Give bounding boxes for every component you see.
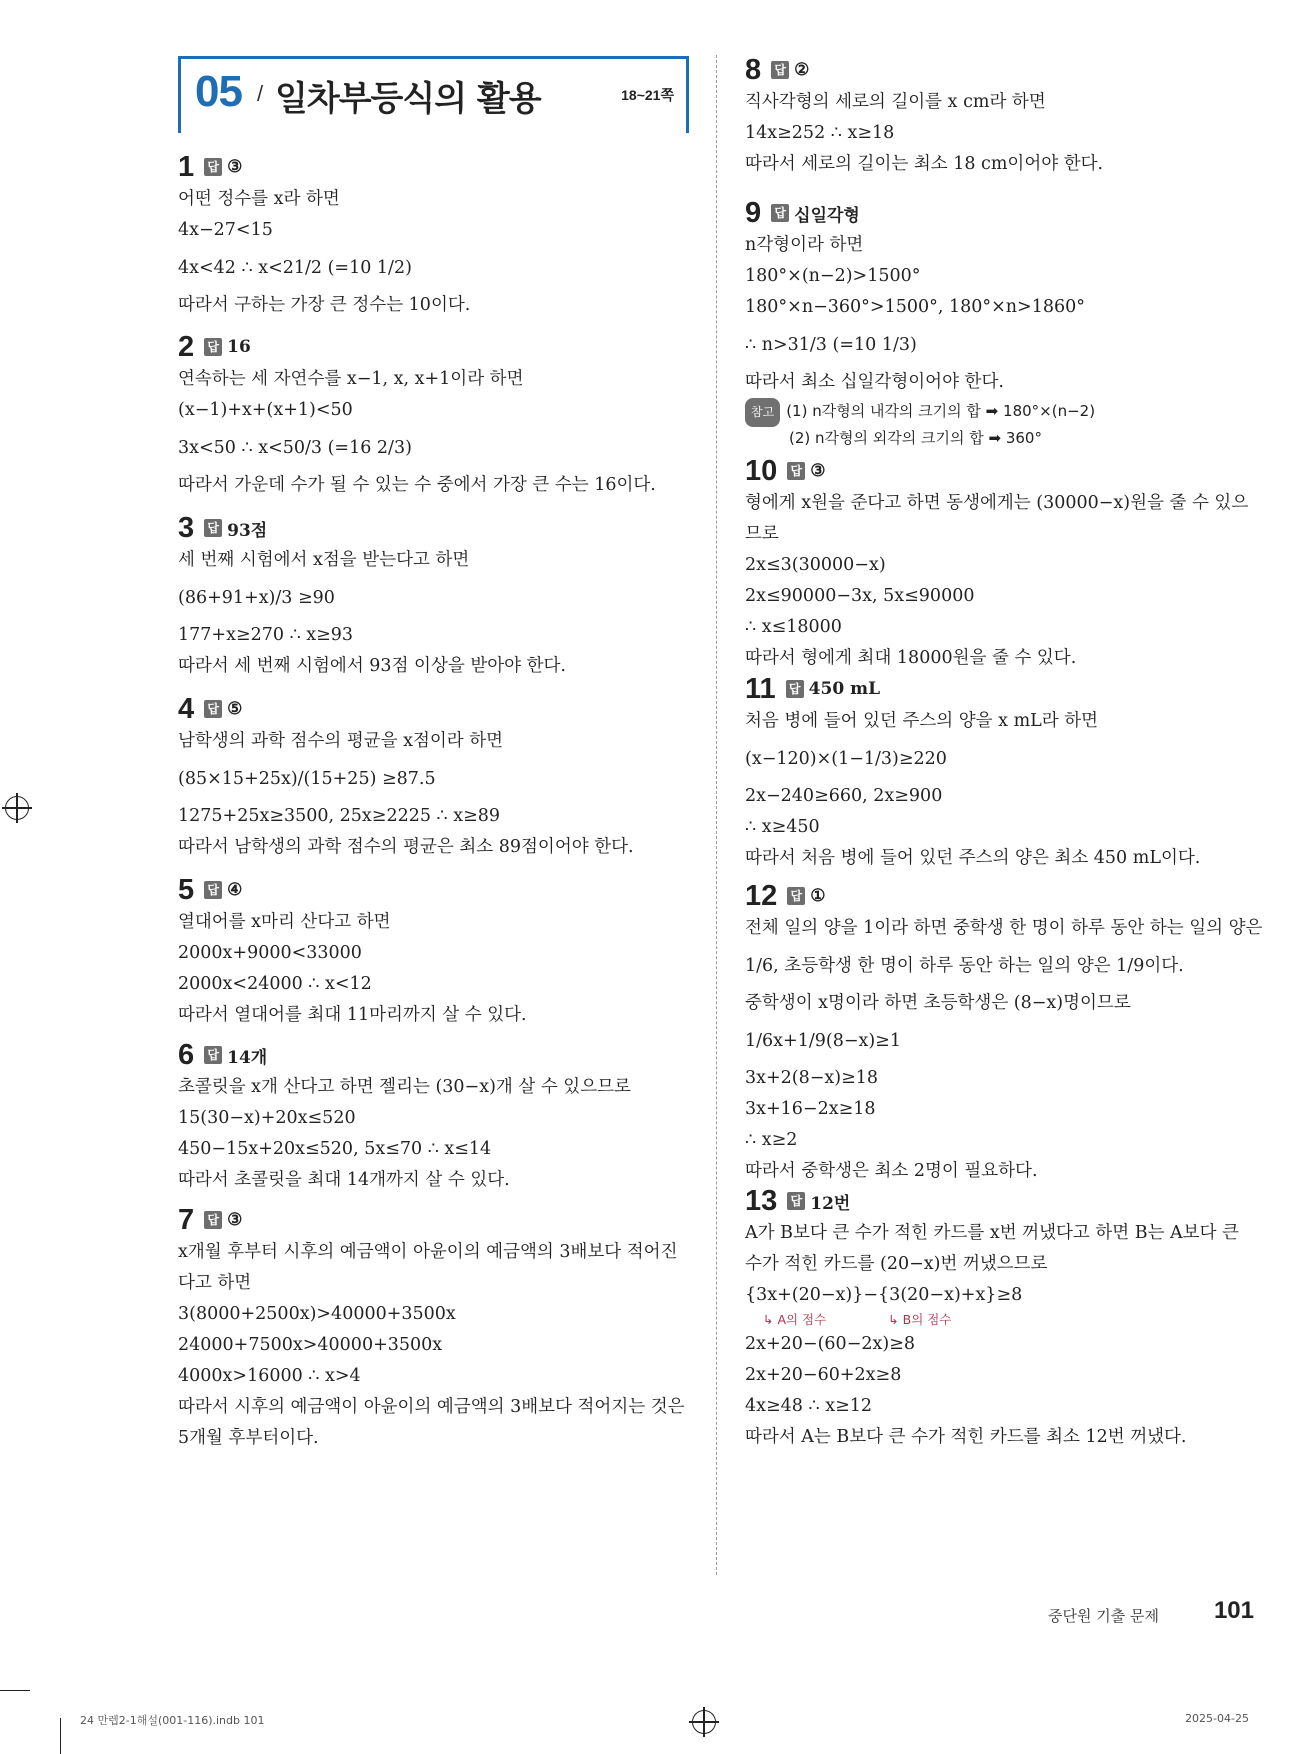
solution-line: 2x≤90000−3x, 5x≤90000 — [745, 586, 975, 606]
solution-line: 1275+25x≥3500, 25x≥2225 ∴ x≥89 — [178, 806, 501, 826]
solution-line: ∴ n>31/3 (=10 1/3) — [745, 335, 917, 355]
solution-line: 3(8000+2500x)>40000+3500x — [178, 1304, 456, 1324]
answer-value: 450 mL — [808, 679, 881, 699]
solution-line: 2x+20−60+2x≥8 — [745, 1365, 902, 1385]
footer-section: 중단원 기출 문제 — [1048, 1607, 1159, 1625]
problem-13 — [745, 1184, 1260, 1453]
registration-mark-icon — [5, 796, 29, 820]
answer-badge: 답 — [787, 462, 805, 480]
solution-line: 세 번째 시험에서 x점을 받는다고 하면 — [178, 550, 470, 570]
solution-line: 중학생이 x명이라 하면 초등학생은 (8−x)명이므로 — [745, 993, 1131, 1013]
solution-line: 따라서 형에게 최대 18000원을 줄 수 있다. — [745, 648, 1077, 668]
crop-mark — [60, 1718, 61, 1754]
solution-line: 2000x<24000 ∴ x<12 — [178, 974, 372, 994]
note-badge: 참고 — [745, 398, 780, 427]
answer-value: ④ — [227, 880, 243, 900]
print-date: 2025-04-25 — [1185, 1712, 1249, 1725]
solution-line: 전체 일의 양을 1이라 하면 중학생 한 명이 하루 동안 하는 일의 양은 — [745, 918, 1263, 938]
answer-badge: 답 — [204, 519, 222, 537]
solution-line: 1/6x+1/9(8−x)≥1 — [745, 1031, 901, 1051]
solution-line: A가 B보다 큰 수가 적힌 카드를 x번 꺼냈다고 하면 B는 A보다 큰 — [745, 1223, 1239, 1243]
answer-badge: 답 — [204, 1211, 222, 1229]
answer-value: 십일각형 — [794, 205, 860, 226]
answer-badge: 답 — [771, 204, 789, 222]
solution-line: 따라서 구하는 가장 큰 정수는 10이다. — [178, 295, 471, 315]
solution-line: 연속하는 세 자연수를 x−1, x, x+1이라 하면 — [178, 369, 524, 389]
solution-line: ∴ x≥2 — [745, 1130, 798, 1150]
answer-badge: 답 — [204, 1046, 222, 1064]
solution-line: 5개월 후부터이다. — [178, 1428, 319, 1448]
solution-line: 2x−240≥660, 2x≥900 — [745, 786, 943, 806]
answer-value: ② — [794, 60, 810, 80]
solution-line: {3x+(20−x)}−{3(20−x)+x}≥8 — [745, 1285, 1023, 1305]
answer-value: ① — [810, 886, 826, 906]
answer-value: 14개 — [227, 1047, 268, 1068]
solution-line: (86+91+x)/3 ≥90 — [178, 588, 335, 608]
column-divider — [716, 55, 717, 1575]
note-line — [745, 425, 1260, 452]
solution-line: 3x<50 ∴ x<50/3 (=16 2/3) — [178, 438, 412, 458]
solution-line: 2x+20−(60−2x)≥8 — [745, 1334, 915, 1354]
problem-number: 13 — [745, 1184, 778, 1217]
solution-line: 4000x>16000 ∴ x>4 — [178, 1366, 361, 1386]
answer-value: 93점 — [227, 520, 268, 541]
answer-badge: 답 — [771, 61, 789, 79]
label-arrow-icon: ↳ — [888, 1312, 903, 1327]
label-a-score: A의 점수 — [777, 1312, 827, 1327]
problem-9 — [745, 196, 1260, 452]
answer-badge: 답 — [787, 887, 805, 905]
answer-badge: 답 — [786, 680, 804, 698]
answer-badge: 답 — [204, 700, 222, 718]
solution-line: 므로 — [745, 524, 779, 544]
solution-line: 따라서 중학생은 최소 2명이 필요하다. — [745, 1161, 1038, 1181]
solution-line: 1/6, 초등학생 한 명이 하루 동안 하는 일의 양은 1/9이다. — [745, 956, 1184, 976]
problem-1 — [178, 150, 688, 321]
registration-mark-icon — [692, 1710, 716, 1734]
problem-2 — [178, 330, 688, 501]
solution-line: 따라서 최소 십일각형이어야 한다. — [745, 372, 1004, 392]
problem-number: 8 — [745, 53, 762, 86]
solution-line: 4x≥48 ∴ x≥12 — [745, 1396, 872, 1416]
solution-line: 177+x≥270 ∴ x≥93 — [178, 625, 354, 645]
solution-line: 15(30−x)+20x≤520 — [178, 1108, 356, 1128]
solution-line: 180°×n−360°>1500°, 180°×n>1860° — [745, 297, 1086, 317]
solution-line: 4x<42 ∴ x<21/2 (=10 1/2) — [178, 258, 412, 278]
solution-line: 남학생의 과학 점수의 평균을 x점이라 하면 — [178, 731, 504, 751]
section-pages: 18~21쪽 — [621, 87, 674, 103]
problem-11 — [745, 672, 1260, 874]
solution-line: 2000x+9000<33000 — [178, 943, 362, 963]
label-b-score: B의 점수 — [902, 1312, 952, 1327]
problem-4 — [178, 692, 688, 863]
answer-value: ③ — [810, 461, 826, 481]
solution-line: 어떤 정수를 x라 하면 — [178, 189, 340, 209]
answer-value: ③ — [227, 157, 243, 177]
label-arrow-icon: ↳ — [763, 1312, 778, 1327]
solution-line: 따라서 세로의 길이는 최소 18 cm이어야 한다. — [745, 154, 1104, 174]
problem-number: 2 — [178, 330, 195, 363]
score-labels — [745, 1311, 1260, 1329]
problem-number: 11 — [745, 672, 776, 705]
solution-line: 450−15x+20x≤520, 5x≤70 ∴ x≤14 — [178, 1139, 492, 1159]
problem-7 — [178, 1203, 688, 1454]
solution-line: ∴ x≥450 — [745, 817, 820, 837]
solution-line: 초콜릿을 x개 산다고 하면 젤리는 (30−x)개 살 수 있으므로 — [178, 1077, 631, 1097]
solution-line: 형에게 x원을 준다고 하면 동생에게는 (30000−x)원을 줄 수 있으 — [745, 493, 1249, 513]
section-title: 일차부등식의 활용 — [275, 79, 541, 119]
print-file-info: 24 만렙2-1해설(001-116).indb 101 — [80, 1714, 265, 1727]
problem-10 — [745, 454, 1260, 674]
solution-line: 따라서 처음 병에 들어 있던 주스의 양은 최소 450 mL이다. — [745, 848, 1201, 868]
solution-line: 따라서 남학생의 과학 점수의 평균은 최소 89점이어야 한다. — [178, 837, 634, 857]
solution-line: 따라서 A는 B보다 큰 수가 적힌 카드를 최소 12번 꺼냈다. — [745, 1427, 1187, 1447]
solution-line: 따라서 시후의 예금액이 아윤이의 예금액의 3배보다 적어지는 것은 — [178, 1397, 685, 1417]
answer-value: ③ — [227, 1210, 243, 1230]
answer-badge: 답 — [787, 1192, 805, 1210]
section-number: 05 — [195, 67, 242, 116]
solution-line: (x−120)×(1−1/3)≥220 — [745, 749, 947, 769]
answer-badge: 답 — [204, 158, 222, 176]
solution-line: 3x+16−2x≥18 — [745, 1099, 876, 1119]
solution-line: 2x≤3(30000−x) — [745, 555, 886, 575]
solution-line: (85×15+25x)/(15+25) ≥87.5 — [178, 769, 436, 789]
solution-line: 처음 병에 들어 있던 주스의 양을 x mL라 하면 — [745, 711, 1099, 731]
solution-line: 24000+7500x>40000+3500x — [178, 1335, 443, 1355]
crop-mark — [0, 1690, 30, 1691]
problem-number: 1 — [178, 150, 195, 183]
solution-line: 따라서 가운데 수가 될 수 있는 수 중에서 가장 큰 수는 16이다. — [178, 475, 656, 495]
problem-number: 3 — [178, 511, 195, 544]
problem-number: 4 — [178, 692, 195, 725]
answer-badge: 답 — [204, 881, 222, 899]
problem-number: 7 — [178, 1203, 195, 1236]
solution-line: x개월 후부터 시후의 예금액이 아윤이의 예금액의 3배보다 적어진 — [178, 1242, 678, 1262]
answer-value: ⑤ — [227, 699, 243, 719]
page-number: 101 — [1213, 1597, 1254, 1624]
problem-8 — [745, 53, 1260, 180]
solution-line: 열대어를 x마리 산다고 하면 — [178, 912, 391, 932]
problem-5 — [178, 873, 688, 1031]
answer-badge: 답 — [204, 338, 222, 356]
problem-number: 10 — [745, 454, 778, 487]
problem-number: 5 — [178, 873, 195, 906]
problem-12 — [745, 879, 1263, 1187]
problem-number: 6 — [178, 1038, 195, 1071]
solution-line: ∴ x≤18000 — [745, 617, 842, 637]
note-line — [745, 398, 1260, 425]
note-text: (2) n각형의 외각의 크기의 합 ➡ 360° — [789, 429, 1042, 447]
solution-line: 4x−27<15 — [178, 220, 273, 240]
answer-value: 12번 — [810, 1193, 851, 1214]
solution-line: 3x+2(8−x)≥18 — [745, 1068, 879, 1088]
section-slash: / — [257, 81, 264, 106]
solution-line: 따라서 초콜릿을 최대 14개까지 살 수 있다. — [178, 1170, 510, 1190]
problem-number: 9 — [745, 196, 762, 229]
solution-line: 180°×(n−2)>1500° — [745, 266, 921, 286]
solution-line: 다고 하면 — [178, 1273, 252, 1293]
solution-line: 따라서 열대어를 최대 11마리까지 살 수 있다. — [178, 1005, 527, 1025]
solution-line: 14x≥252 ∴ x≥18 — [745, 123, 895, 143]
problem-6 — [178, 1038, 688, 1196]
problem-3 — [178, 511, 688, 682]
solution-line: (x−1)+x+(x+1)<50 — [178, 400, 353, 420]
note-text: (1) n각형의 내각의 크기의 합 ➡ 180°×(n−2) — [786, 402, 1096, 420]
solution-line: 따라서 세 번째 시험에서 93점 이상을 받아야 한다. — [178, 656, 566, 676]
answer-value: 16 — [227, 337, 251, 357]
solution-line: n각형이라 하면 — [745, 235, 864, 255]
solution-line: 직사각형의 세로의 길이를 x cm라 하면 — [745, 92, 1046, 112]
section-header — [178, 56, 689, 125]
problem-number: 12 — [745, 879, 778, 912]
solution-line: 수가 적힌 카드를 (20−x)번 꺼냈으므로 — [745, 1254, 1048, 1274]
